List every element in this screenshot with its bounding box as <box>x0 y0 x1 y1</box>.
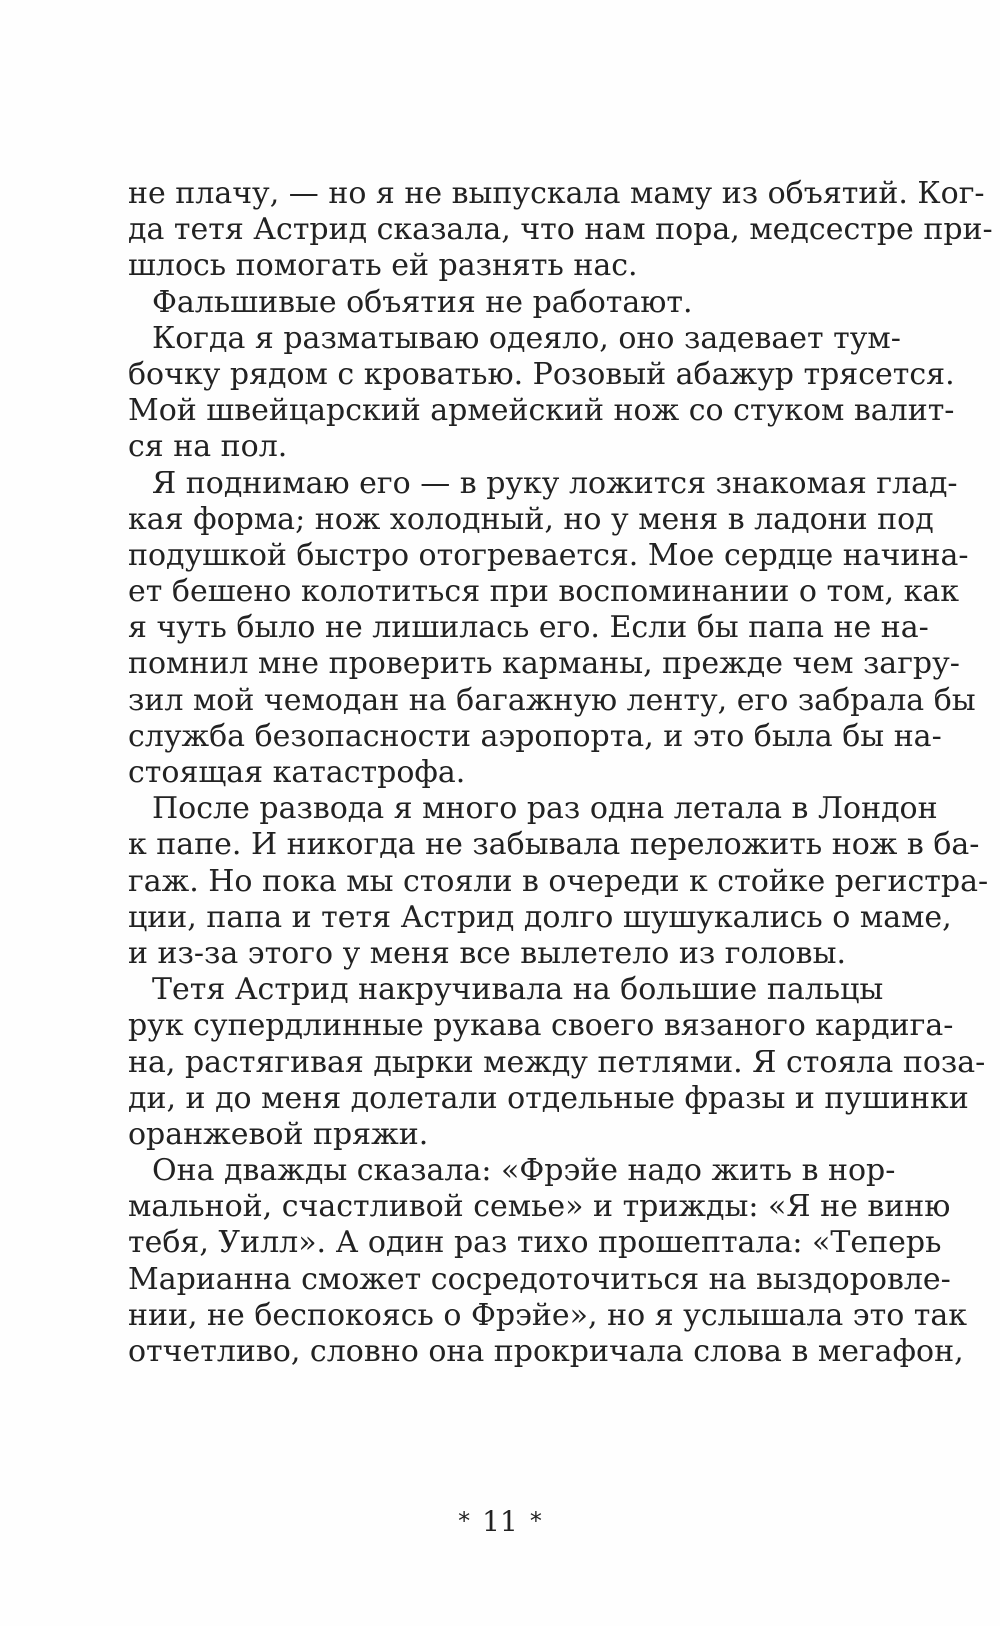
text-line: бочку рядом с кроватью. Розовый абажур трясется. <box>128 356 955 392</box>
text-line: тебя, Уилл». А один раз тихо прошептала: «Теперь <box>128 1225 942 1261</box>
text-line: я чуть было не лишилась его. Если бы папа не на- <box>128 610 929 646</box>
text-line: к папе. И никогда не забывала переложить нож в ба- <box>128 827 980 863</box>
text-line: и из-за этого у меня все вылетело из головы. <box>128 935 846 971</box>
text-line: нии, не беспокоясь о Фрэйе», но я услышала это так <box>128 1297 968 1333</box>
page-number-value: 11 <box>482 1505 518 1538</box>
text-line: После развода я много раз одна летала в Лондон <box>152 791 938 827</box>
star-ornament-icon: * <box>458 1507 471 1535</box>
text-line: на, растягивая дырки между петлями. Я стояла поза- <box>128 1044 986 1080</box>
text-line: гаж. Но пока мы стояли в очереди к стойке регистра- <box>128 863 989 899</box>
text-line: стоящая катастрофа. <box>128 755 466 790</box>
text-line: кая форма; нож холодный, но у меня в ладони под <box>128 501 934 537</box>
body-text <box>128 176 993 1370</box>
text-line: оранжевой пряжи. <box>128 1116 429 1152</box>
text-line: Я поднимаю его — в руку ложится знакомая глад- <box>152 465 958 501</box>
text-line: рук супердлинные рукава своего вязаного кардига- <box>128 1008 954 1044</box>
text-line: Тетя Астрид накручивала на большие пальцы <box>152 972 884 1008</box>
text-line: Мой швейцарский армейский нож со стуком валит- <box>128 393 955 429</box>
text-line: Она дважды сказала: «Фрэйе надо жить в нор- <box>152 1153 896 1189</box>
text-line: помнил мне проверить карманы, прежде чем загру- <box>128 646 960 682</box>
text-line: отчетливо, словно она прокричала слова в мегафон, <box>128 1334 964 1369</box>
text-line: Марианна сможет сосредоточиться на выздоровле- <box>128 1261 951 1297</box>
text-line: ет бешено колотиться при воспоминании о том, как <box>128 574 959 610</box>
text-line: не плачу, — но я не выпускала маму из объятий. Ког- <box>128 176 985 211</box>
text-line: ди, и до меня долетали отдельные фразы и пушинки <box>128 1080 969 1116</box>
text-line: Когда я разматываю одеяло, оно задевает тум- <box>152 320 901 356</box>
text-line: Фальшивые объятия не работают. <box>152 284 693 320</box>
text-line: ся на пол. <box>128 429 288 465</box>
text-line: служба безопасности аэропорта, и это была бы на- <box>128 718 942 754</box>
page-number <box>0 1505 1000 1538</box>
text-line: зил мой чемодан на багажную ленту, его забрала бы <box>128 682 976 718</box>
text-line: шлось помогать ей разнять нас. <box>128 248 638 284</box>
text-line: подушкой быстро отогревается. Мое сердце начина- <box>128 537 969 573</box>
text-line: ции, папа и тетя Астрид долго шушукались о маме, <box>128 899 952 935</box>
text-line: мальной, счастливой семье» и трижды: «Я не виню <box>128 1189 951 1225</box>
text-line: да тетя Астрид сказала, что нам пора, медсестре при- <box>128 212 993 248</box>
star-ornament-icon: * <box>529 1507 542 1535</box>
